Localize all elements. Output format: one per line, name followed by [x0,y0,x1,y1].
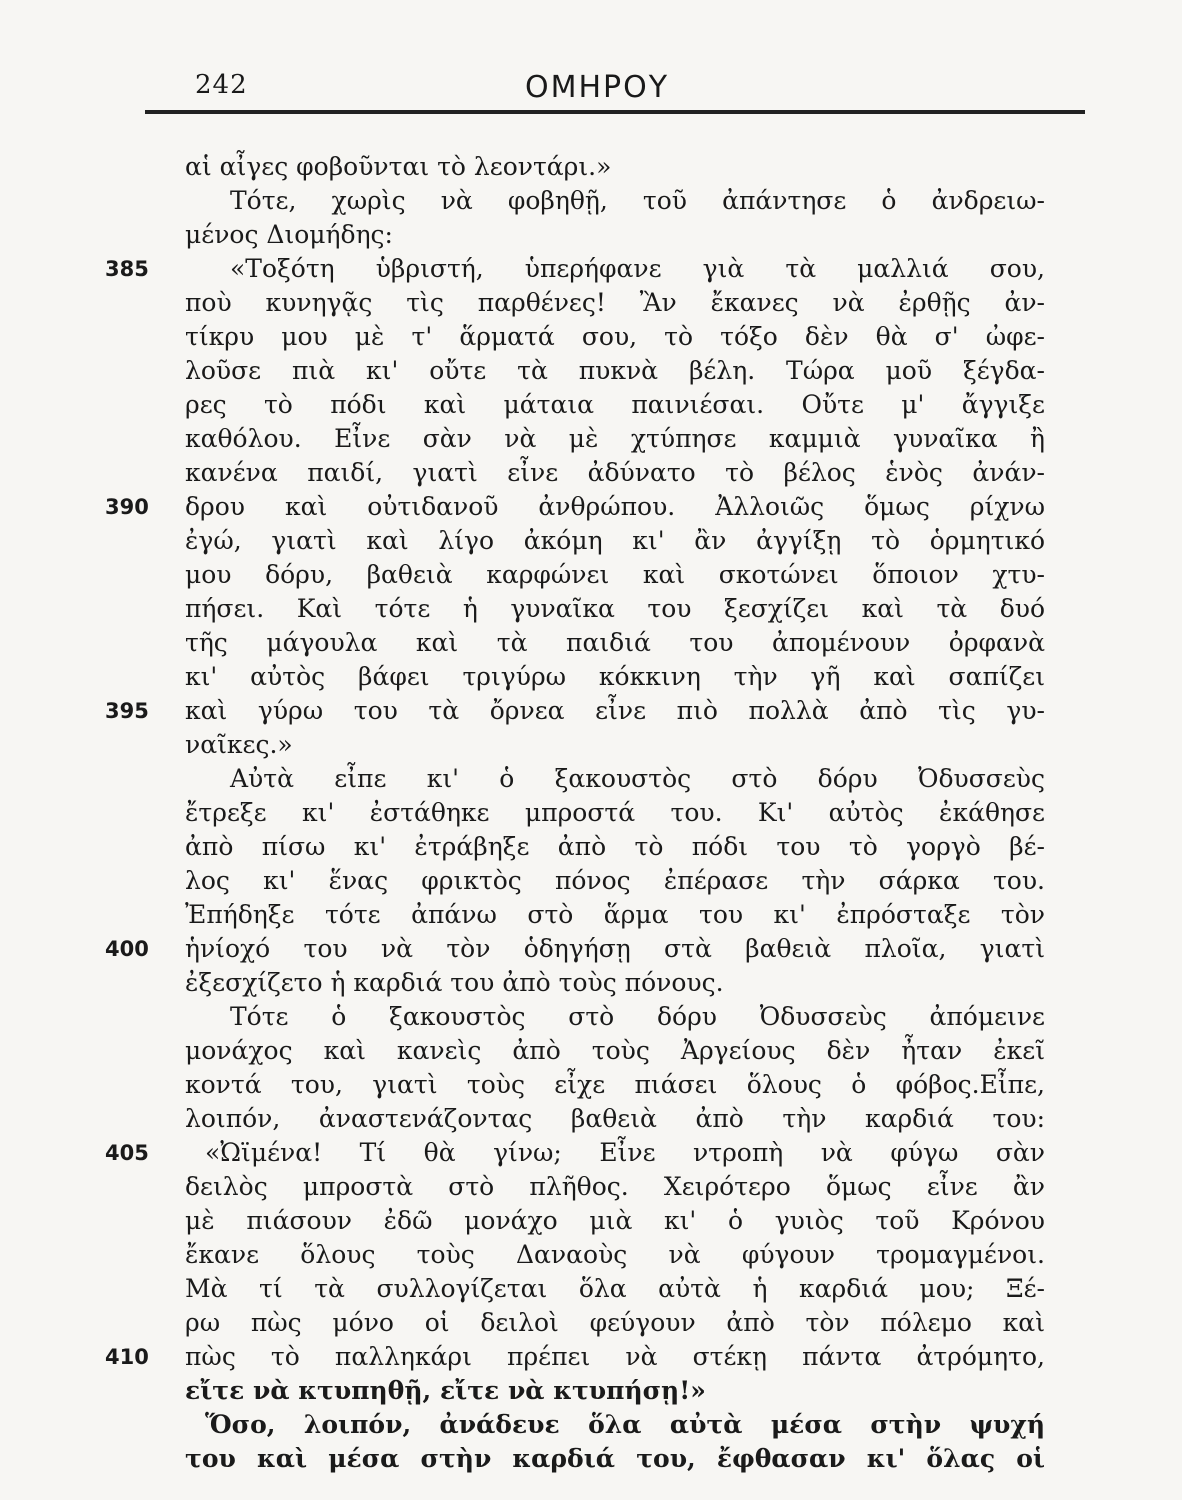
text-line: τῆς μάγουλα καὶ τὰ παιδιά του ἀπομένουν ὀρφανὰ [185,628,1045,657]
text-line: ἐγώ, γιατὶ καὶ λίγο ἀκόμη κι' ἂν ἀγγίξῃ τὸ ὁρμητικό [185,526,1045,555]
text-line: κανένα παιδί, γιατὶ εἶνε ἀδύνατο τὸ βέλος ἑνὸς ἀνάν- [185,458,1045,487]
text-line: ρες τὸ πόδι καὶ μάταια παινιέσαι. Οὔτε μ' ἄγγιξε [185,390,1045,419]
text-line: μὲ πιάσουν ἐδῶ μονάχο μιὰ κι' ὁ γυιὸς τοῦ Κρόνου [185,1206,1045,1235]
text-line: ἡνίοχό του νὰ τὸν ὁδηγήσῃ στὰ βαθειὰ πλοῖα, γιατὶ [185,934,1045,963]
text-line: ἔτρεξε κι' ἐστάθηκε μπροστά του. Κι' αὐτὸς ἐκάθησε [185,798,1045,827]
header-rule [145,110,1085,114]
text-line: Τότε, χωρὶς νὰ φοβηθῇ, τοῦ ἀπάντησε ὁ ἀνδρειω- [230,186,1045,215]
line-number-390: 390 [105,495,149,519]
text-line: δρου καὶ οὐτιδανοῦ ἀνθρώπου. Ἀλλοιῶς ὅμως ρίχνω [185,492,1045,521]
text-line: Ἐπήδηξε τότε ἀπάνω στὸ ἅρμα του κι' ἐπρόσταξε τὸν [185,900,1045,929]
text-line: λοιπόν, ἀναστενάζοντας βαθειὰ ἀπὸ τὴν καρδιά του: [185,1104,1045,1133]
text-line: μονάχος καὶ κανεὶς ἀπὸ τοὺς Ἀργείους δὲν ἦταν ἐκεῖ [185,1036,1045,1065]
page-number: 242 [195,70,248,100]
text-line: Τότε ὁ ξακουστὸς στὸ δόρυ Ὀδυσσεὺς ἀπόμεινε [230,1002,1045,1031]
line-number-410: 410 [105,1345,149,1369]
text-line: ναῖκες.» [185,730,293,759]
text-line: πὼς τὸ παλληκάρι πρέπει νὰ στέκῃ πάντα ἀτρόμητο, [185,1342,1045,1371]
text-line: ἐξεσχίζετο ἡ καρδιά του ἀπὸ τοὺς πόνους. [185,968,724,997]
text-line: εἴτε νὰ κτυπηθῇ, εἴτε νὰ κτυπήσῃ!» [185,1376,706,1405]
text-line: του καὶ μέσα στὴν καρδιά του, ἔφθασαν κι' ὅλας οἱ [185,1444,1045,1473]
text-line: λοῦσε πιὰ κι' οὔτε τὰ πυκνὰ βέλη. Τώρα μοῦ ξέγδα- [185,356,1045,385]
text-line: ρω πὼς μόνο οἱ δειλοὶ φεύγουν ἀπὸ τὸν πόλεμο καὶ [185,1308,1045,1337]
text-line: κοντά του, γιατὶ τοὺς εἶχε πιάσει ὅλους ὁ φόβος.Εἶπε, [185,1070,1045,1099]
text-line: Αὐτὰ εἶπε κι' ὁ ξακουστὸς στὸ δόρυ Ὀδυσσεὺς [230,764,1045,793]
line-number-385: 385 [105,257,149,281]
text-line: πήσει. Καὶ τότε ἡ γυναῖκα του ξεσχίζει καὶ τὰ δυό [185,594,1045,623]
text-line: «Τοξότη ὑβριστή, ὑπερήφανε γιὰ τὰ μαλλιά σου, [230,254,1045,283]
text-line: καὶ γύρω του τὰ ὄρνεα εἶνε πιὸ πολλὰ ἀπὸ τὶς γυ- [185,696,1045,725]
text-line: ἔκανε ὅλους τοὺς Δαναοὺς νὰ φύγουν τρομαγμένοι. [185,1240,1045,1269]
text-line: λος κι' ἕνας φρικτὸς πόνος ἐπέρασε τὴν σάρκα του. [185,866,1045,895]
text-line: «Ὠϊμένα! Τί θὰ γίνω; Εἶνε ντροπὴ νὰ φύγω σὰν [205,1138,1045,1167]
line-number-405: 405 [105,1141,149,1165]
line-number-400: 400 [105,937,149,961]
body-text [185,150,1045,1476]
text-line: καθόλου. Εἶνε σὰν νὰ μὲ χτύπησε καμμιὰ γυναῖκα ἢ [185,424,1045,453]
text-line: μου δόρυ, βαθειὰ καρφώνει καὶ σκοτώνει ὅποιον χτυ- [185,560,1045,589]
line-number-395: 395 [105,699,149,723]
text-line: δειλὸς μπροστὰ στὸ πλῆθος. Χειρότερο ὅμως εἶνε ἂν [185,1172,1045,1201]
text-line: αἱ αἶγες φοβοῦνται τὸ λεοντάρι.» [185,152,612,181]
text-line: ποὺ κυνηγᾷς τὶς παρθένες! Ἂν ἔκανες νὰ ἐρθῇς ἀν- [185,288,1045,317]
text-line: ἀπὸ πίσω κι' ἐτράβηξε ἀπὸ τὸ πόδι του τὸ γοργὸ βέ- [185,832,1045,861]
running-title: ΟΜΗΡΟΥ [525,70,670,105]
text-line: τίκρυ μου μὲ τ' ἅρματά σου, τὸ τόξο δὲν θὰ σ' ὠφε- [185,322,1045,351]
text-line: Ὅσο, λοιπόν, ἀνάδευε ὅλα αὐτὰ μέσα στὴν ψυχή [205,1410,1045,1439]
text-line: Μὰ τί τὰ συλλογίζεται ὅλα αὐτὰ ἡ καρδιά μου; Ξέ- [185,1274,1045,1303]
text-line: μένος Διομήδης: [185,220,393,249]
text-line: κι' αὐτὸς βάφει τριγύρω κόκκινη τὴν γῆ καὶ σαπίζει [185,662,1045,691]
running-head [195,70,1085,110]
